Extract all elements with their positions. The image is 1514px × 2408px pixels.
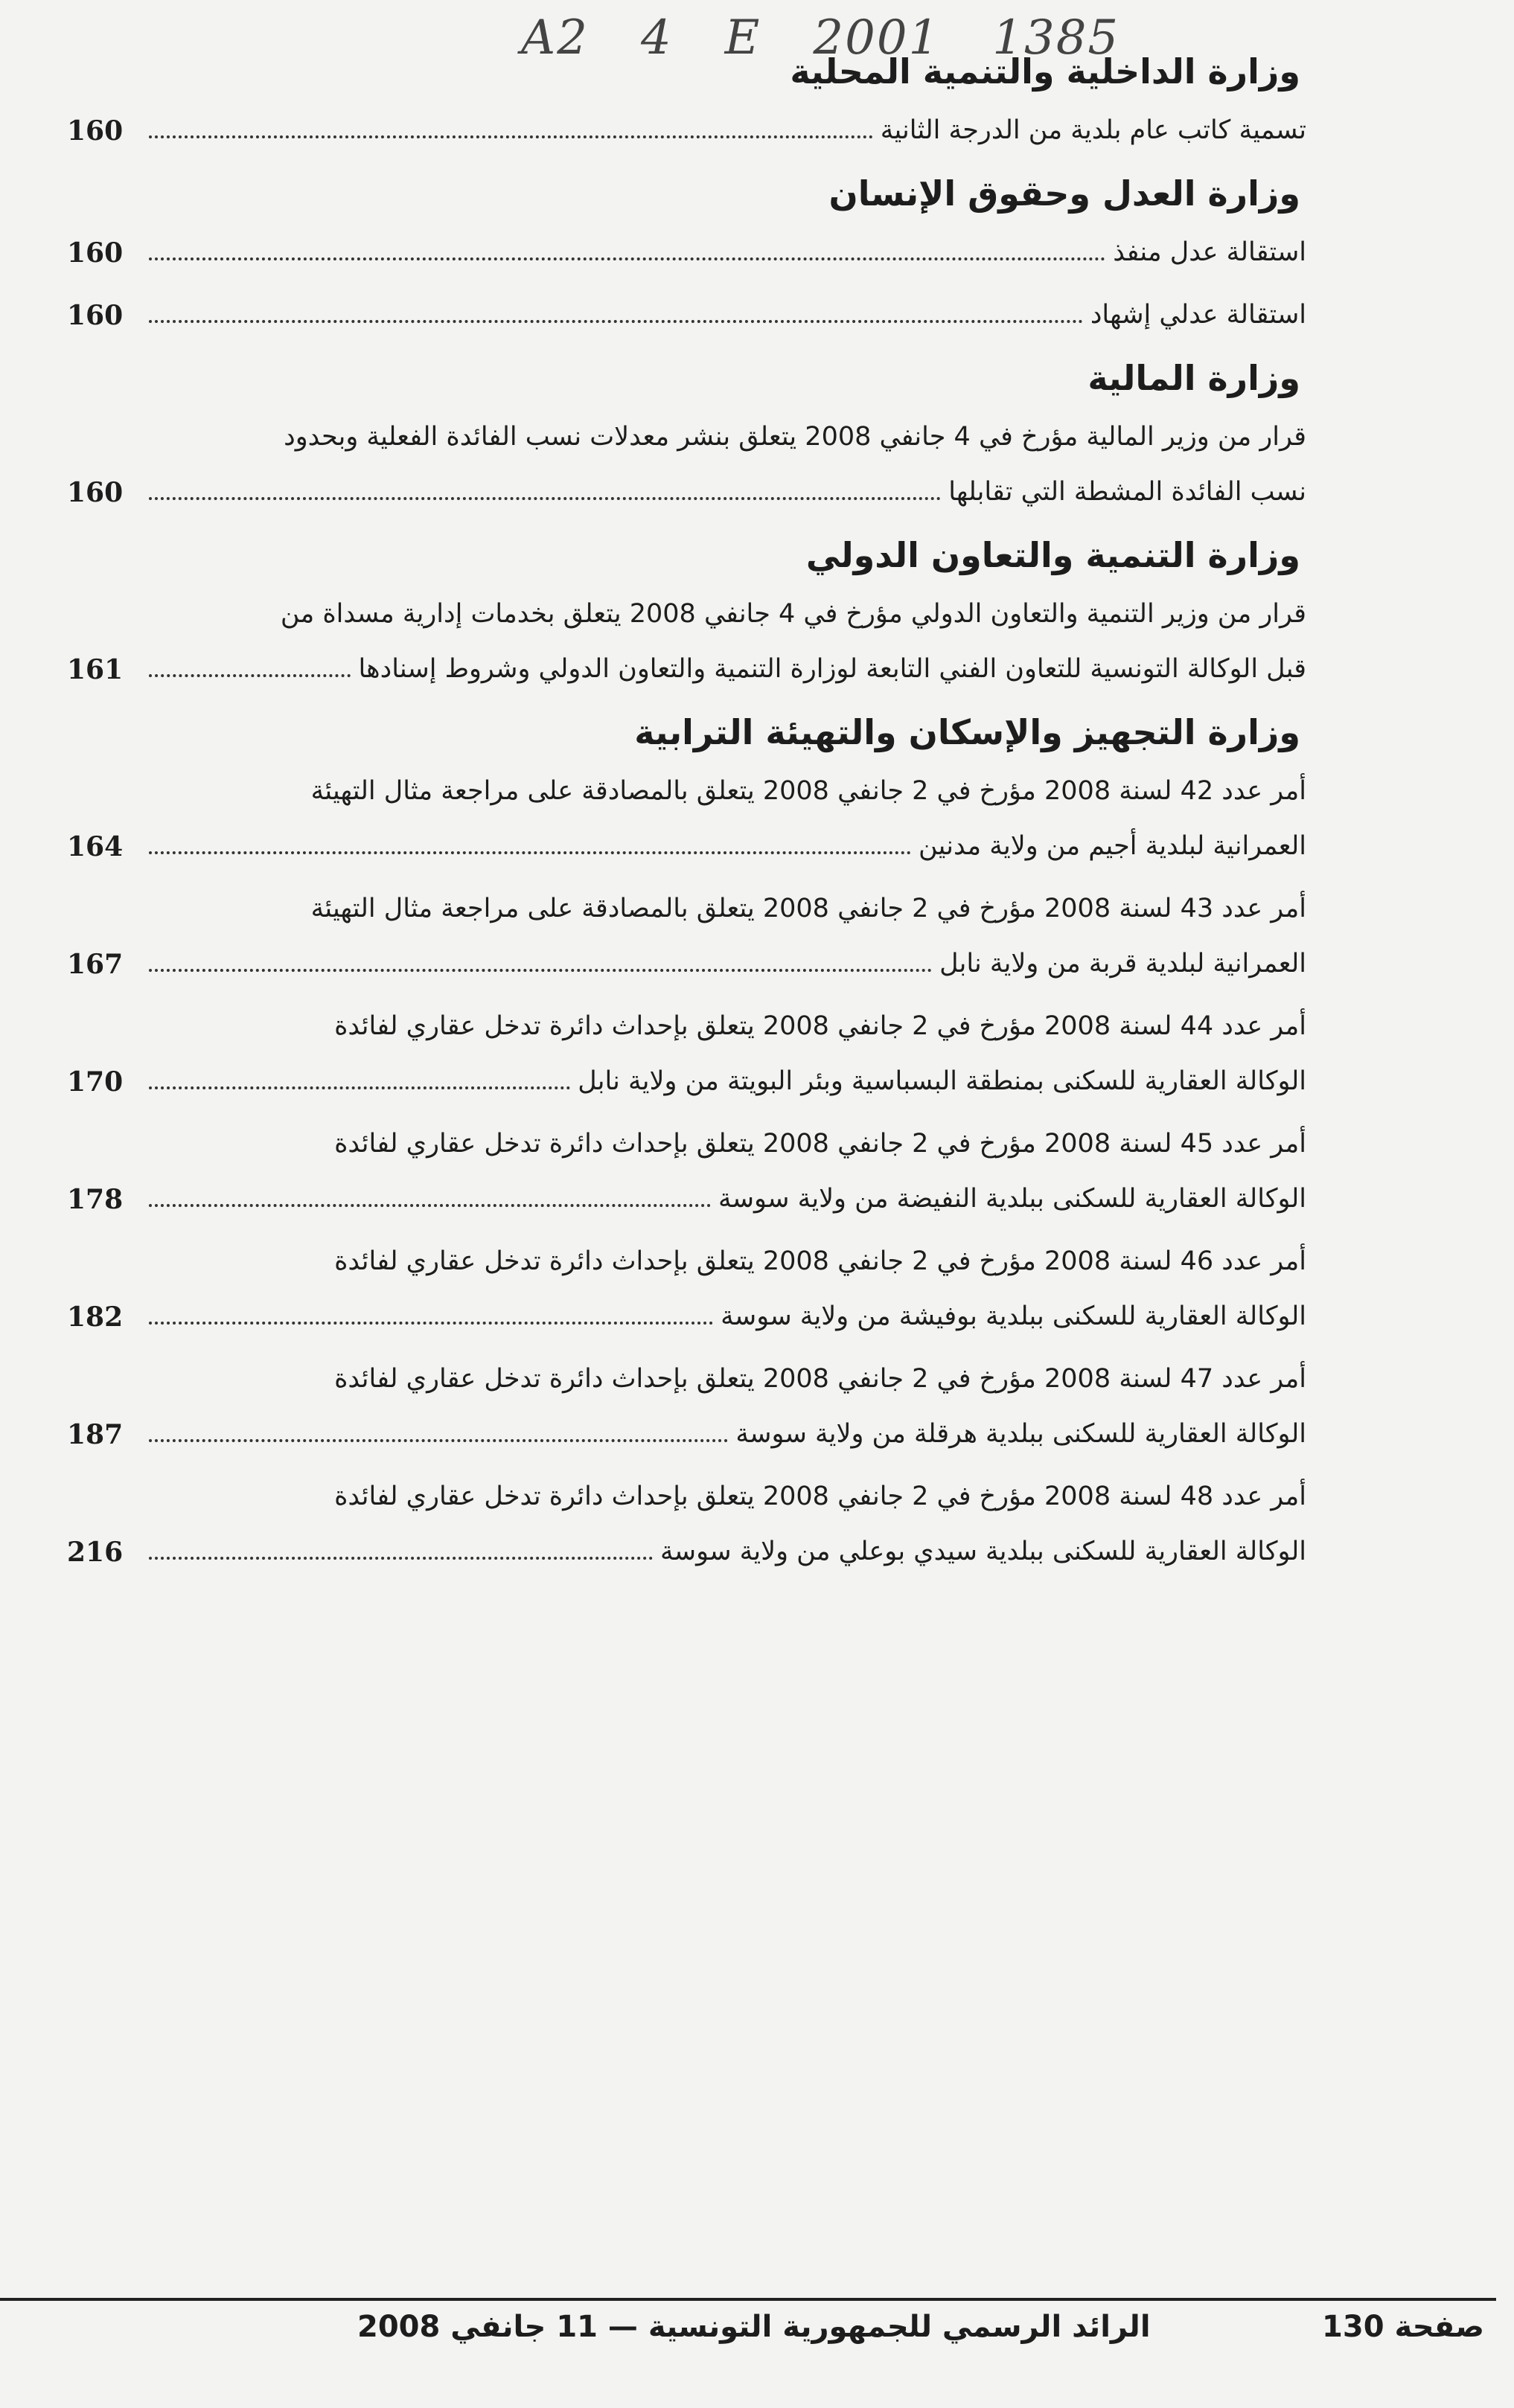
toc-entry-last-line [149, 464, 1306, 519]
dot-leader [149, 969, 932, 972]
toc-entry-last-text: العمرانية لبلدية أجيم من ولاية مدنين [919, 831, 1306, 861]
toc-entry-last-text: نسب الفائدة المشطة التي تقابلها [948, 477, 1306, 507]
toc-entry-text [149, 1116, 1306, 1226]
ministry-section [67, 165, 1306, 342]
toc-page-number: 160 [67, 300, 124, 331]
ministry-heading: وزارة المالية [1087, 358, 1300, 398]
toc-entry-last-text: استقالة عدلي إشهاد [1090, 300, 1306, 330]
toc-entry-text [149, 225, 1306, 280]
toc-entry-line: أمر عدد 45 لسنة 2008 مؤرخ في 2 جانفي 2008 يتعلق بإحداث دائرة تدخل عقاري لفائدة [334, 1129, 1306, 1159]
toc-entry-line: أمر عدد 48 لسنة 2008 مؤرخ في 2 جانفي 2008 يتعلق بإحداث دائرة تدخل عقاري لفائدة [334, 1482, 1306, 1511]
toc-page-number: 167 [67, 949, 124, 980]
handwritten-mark: E [724, 10, 761, 65]
footer-rule [0, 2298, 1496, 2301]
toc-entry [67, 1116, 1306, 1226]
toc-entry-line: قرار من وزير المالية مؤرخ في 4 جانفي 2008 يتعلق بنشر معدلات نسب الفائدة الفعلية وبحدود [284, 422, 1306, 452]
toc-entry [67, 763, 1306, 874]
ministry-heading: وزارة التجهيز والإسكان والتهيئة الترابية [634, 712, 1300, 752]
toc-entry [67, 1351, 1306, 1461]
toc-page-number: 161 [67, 654, 124, 685]
dot-leader [149, 1322, 713, 1325]
toc-entry-last-line [149, 936, 1306, 991]
footer-journal-title: الرائد الرسمي للجمهورية التونسية — 11 جانفي 2008 [357, 2310, 1151, 2344]
toc-entry-last-text: الوكالة العقارية للسكنى ببلدية سيدي بوعلي من ولاية سوسة [660, 1537, 1306, 1566]
toc-page-number: 164 [67, 831, 124, 862]
toc-entry-last-line [149, 287, 1306, 342]
dot-leader [149, 497, 941, 500]
toc-entry [67, 999, 1306, 1109]
toc-entry-last-line [149, 1524, 1306, 1579]
toc-entry-last-text: الوكالة العقارية للسكنى ببلدية بوفيشة من ولاية سوسة [721, 1301, 1306, 1331]
dot-leader [149, 851, 911, 854]
ministry-heading: وزارة العدل وحقوق الإنسان [828, 173, 1300, 214]
dot-leader [149, 135, 873, 138]
toc-entry-text [149, 881, 1306, 991]
toc-entry [67, 225, 1306, 280]
ministry-section [67, 527, 1306, 697]
ministry-heading: وزارة الداخلية والتنمية المحلية [790, 51, 1300, 92]
toc-entry-last-text: العمرانية لبلدية قربة من ولاية نابل [939, 949, 1306, 979]
toc-entry [67, 287, 1306, 342]
toc-entry-last-text: تسمية كاتب عام بلدية من الدرجة الثانية [880, 115, 1306, 145]
dot-leader [149, 1439, 728, 1442]
dot-leader [149, 674, 351, 677]
toc-entry-last-line [149, 1406, 1306, 1461]
table-of-contents [67, 43, 1306, 1586]
toc-entry-line: أمر عدد 42 لسنة 2008 مؤرخ في 2 جانفي 2008 يتعلق بالمصادقة على مراجعة مثال التهيئة [310, 776, 1306, 806]
handwritten-mark: A2 [521, 10, 589, 65]
handwritten-mark: 2001 [813, 10, 941, 65]
toc-entry-last-text: الوكالة العقارية للسكنى ببلدية هرقلة من ولاية سوسة [735, 1419, 1306, 1449]
toc-page-number: 160 [67, 237, 124, 269]
toc-entry [67, 1469, 1306, 1579]
dot-leader [149, 320, 1083, 323]
toc-entry-last-line [149, 1171, 1306, 1226]
toc-entry-text [149, 103, 1306, 158]
toc-entry-last-line [149, 641, 1306, 697]
toc-entry-text [149, 1351, 1306, 1461]
toc-page-number: 170 [67, 1066, 124, 1098]
toc-page-number: 182 [67, 1301, 124, 1333]
handwritten-mark: 4 [640, 10, 673, 65]
toc-entry [67, 103, 1306, 158]
handwritten-mark: 1385 [992, 10, 1120, 65]
toc-entry-last-line [149, 1054, 1306, 1109]
toc-entry [67, 1234, 1306, 1344]
toc-page-number: 160 [67, 115, 124, 147]
toc-entry-line: قرار من وزير التنمية والتعاون الدولي مؤرخ في 4 جانفي 2008 يتعلق بخدمات إدارية مسداة من [280, 599, 1306, 629]
dot-leader [149, 257, 1105, 260]
ministry-heading: وزارة التنمية والتعاون الدولي [805, 535, 1300, 575]
toc-entry-line: أمر عدد 47 لسنة 2008 مؤرخ في 2 جانفي 2008 يتعلق بإحداث دائرة تدخل عقاري لفائدة [334, 1364, 1306, 1394]
dot-leader [149, 1204, 711, 1207]
toc-entry-last-text: الوكالة العقارية للسكنى بمنطقة البسباسية وبئر البويتة من ولاية نابل [578, 1066, 1306, 1096]
toc-entry-text [149, 999, 1306, 1109]
toc-page-number: 187 [67, 1419, 124, 1450]
dot-leader [149, 1086, 570, 1089]
page-footer [0, 2310, 1514, 2369]
toc-page-number: 160 [67, 477, 124, 508]
toc-entry-last-line [149, 225, 1306, 280]
ministry-section [67, 43, 1306, 158]
toc-entry-last-line [149, 1289, 1306, 1344]
ministry-section [67, 350, 1306, 519]
toc-entry-last-line [149, 819, 1306, 874]
toc-entry-line: أمر عدد 44 لسنة 2008 مؤرخ في 2 جانفي 2008 يتعلق بإحداث دائرة تدخل عقاري لفائدة [334, 1011, 1306, 1041]
toc-entry-line: أمر عدد 46 لسنة 2008 مؤرخ في 2 جانفي 2008 يتعلق بإحداث دائرة تدخل عقاري لفائدة [334, 1246, 1306, 1276]
dot-leader [149, 1557, 653, 1560]
toc-entry [67, 409, 1306, 519]
toc-entry-text [149, 763, 1306, 874]
toc-entry-line: أمر عدد 43 لسنة 2008 مؤرخ في 2 جانفي 2008 يتعلق بالمصادقة على مراجعة مثال التهيئة [310, 894, 1306, 923]
toc-page-number: 178 [67, 1184, 124, 1215]
toc-entry-text [149, 1234, 1306, 1344]
ministry-section [67, 704, 1306, 1579]
toc-page-number: 216 [67, 1537, 124, 1568]
toc-entry-last-line [149, 103, 1306, 158]
toc-entry-last-text: استقالة عدل منفذ [1113, 237, 1306, 267]
toc-entry-text [149, 1469, 1306, 1579]
toc-entry-last-text: الوكالة العقارية للسكنى ببلدية النفيضة من ولاية سوسة [718, 1184, 1306, 1214]
footer-page-label: صفحة 130 [1322, 2310, 1484, 2344]
toc-entry-text [149, 586, 1306, 697]
toc-entry [67, 881, 1306, 991]
toc-entry-last-text: قبل الوكالة التونسية للتعاون الفني التابعة لوزارة التنمية والتعاون الدولي وشروط إسنادها [358, 654, 1306, 684]
toc-entry-text [149, 409, 1306, 519]
toc-entry-text [149, 287, 1306, 342]
toc-entry [67, 586, 1306, 697]
